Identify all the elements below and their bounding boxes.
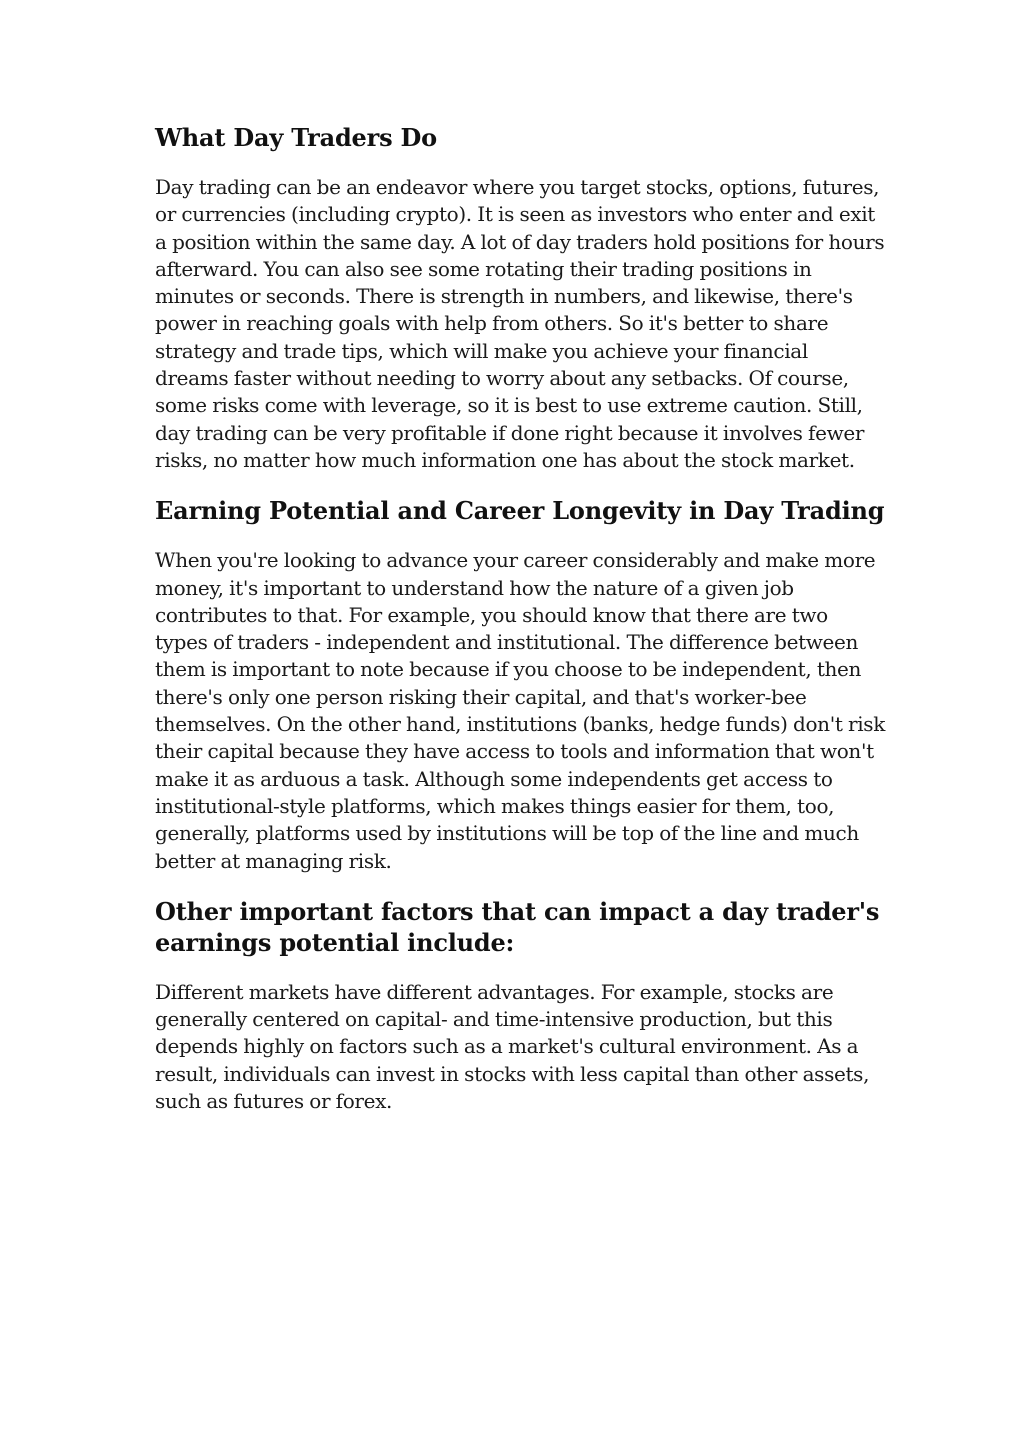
section-heading: Other important factors that can impact a day trader's earnings potential include: [155,896,880,957]
section-earning-potential [155,495,885,875]
document-page [155,122,885,1136]
section-heading: Earning Potential and Career Longevity in Day Trading [155,496,885,526]
section-heading: What Day Traders Do [155,123,437,152]
section-paragraph: Day trading can be an endeavor where you target stocks, options, futures, or currencies (including crypto). It is seen as investors who enter and exit a position within the same day. A lot of day traders hold positions for hours afterward. You can also see some rotating their trading positions in minutes or seconds. There is strength in numbers, and likewise, there's power in reaching goals with help from others. So it's better to share strategy and trade tips, which will make you achieve your financial dreams faster without needing to worry about any setbacks. Of course, some risks come with leverage, so it is best to use extreme caution. Still, day trading can be very profitable if done right because it involves fewer risks, no matter how much information one has about the stock market. [155,175,885,472]
section-what-day-traders-do [155,122,885,474]
section-other-factors [155,896,885,1115]
section-paragraph: Different markets have different advantages. For example, stocks are generally centered on capital- and time-intensive production, but this depends highly on factors such as a market's cultural environment. As a result, individuals can invest in stocks with less capital than other assets, such as futures or forex. [155,979,870,1114]
section-paragraph: When you're looking to advance your career considerably and make more money, it's important to understand how the nature of a given job contributes to that. For example, you should know that there are two types of traders - independent and institutional. The difference between them is important to note because if you choose to be independent, then there's only one person risking their capital, and that's worker-bee themselves. On the other hand, institutions (banks, hedge funds) don't risk their capital because they have access to tools and information that won't make it as arduous a task. Although some independents get access to institutional-style platforms, which makes things easier for them, too, generally, platforms used by institutions will be top of the line and much better at managing risk. [155,548,885,873]
